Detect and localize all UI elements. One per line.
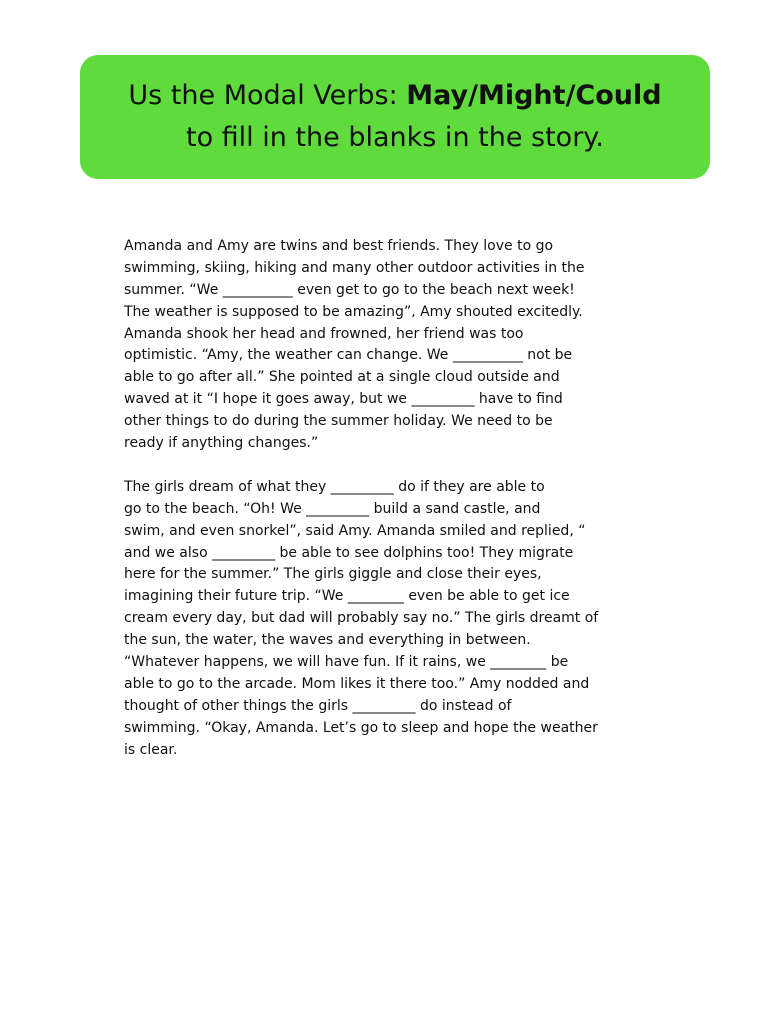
story-line: Amanda and Amy are twins and best friends. They love to go	[124, 238, 554, 254]
story-line: ready if anything changes.”	[124, 435, 319, 452]
story-line: swimming. “Okay, Amanda. Let’s go to sleep and hope the weather	[124, 719, 598, 736]
story-line: “Whatever happens, we will have fun. If it rains, we ________ be	[124, 654, 569, 671]
story-line: and we also _________ be able to see dolphins too! They migrate	[124, 544, 574, 561]
paragraph-spacer	[124, 455, 654, 477]
story-line: able to go after all.” She pointed at a single cloud outside and	[124, 369, 560, 386]
story-line: swimming, skiing, hiking and many other outdoor activities in the	[124, 259, 585, 276]
story-line: optimistic. “Amy, the weather can change. We __________ not be	[124, 347, 573, 364]
story-line: here for the summer.” The girls giggle and close their eyes,	[124, 566, 542, 583]
story-line: go to the beach. “Oh! We _________ build a sand castle, and	[124, 500, 541, 517]
story-line: imagining their future trip. “We ________ even be able to get ice	[124, 588, 570, 605]
story-line: swim, and even snorkel”, said Amy. Amanda smiled and replied, “	[124, 522, 586, 539]
title-banner	[80, 55, 710, 179]
title-line-1	[128, 75, 661, 117]
story-line: other things to do during the summer holiday. We need to be	[124, 413, 553, 430]
title-prefix: Us the Modal Verbs:	[128, 80, 407, 111]
story-line: the sun, the water, the waves and everything in between.	[124, 632, 531, 649]
story-paragraph-1	[124, 236, 654, 455]
story-line: able to go to the arcade. Mom likes it there too.” Amy nodded and	[124, 675, 590, 692]
modal-verbs-label: May/Might/Could	[406, 80, 662, 111]
story-line: The girls dream of what they _________ do if they are able to	[124, 478, 545, 495]
story-line: Amanda shook her head and frowned, her friend was too	[124, 325, 524, 342]
story-line: summer. “We __________ even get to go to the beach next week!	[124, 281, 575, 298]
story-line: waved at it “I hope it goes away, but we _________ have to find	[124, 391, 563, 408]
story-line: The weather is supposed to be amazing”, Amy shouted excitedly.	[124, 303, 583, 320]
story-line: thought of other things the girls _________ do instead of	[124, 697, 512, 714]
story-paragraph-2	[124, 477, 654, 762]
title-line-2: to fill in the blanks in the story.	[185, 122, 605, 153]
story-line: cream every day, but dad will probably say no.” The girls dreamt of	[124, 610, 599, 627]
story-line: is clear.	[124, 741, 178, 758]
story-text	[124, 236, 654, 761]
